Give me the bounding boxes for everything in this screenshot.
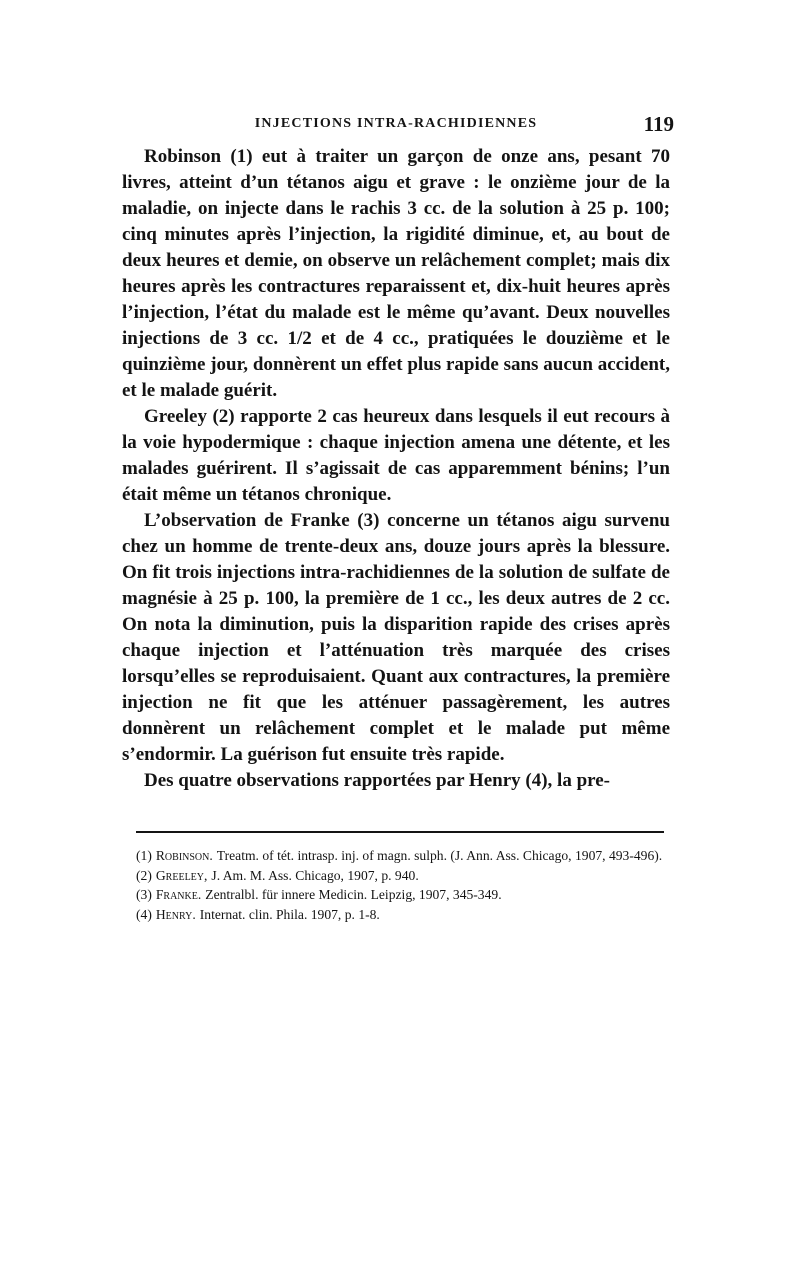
footnotes xyxy=(122,846,670,924)
paragraph-franke: L’observation de Franke (3) concerne un tétanos aigu survenu chez un homme de trente-deux ans, douze jours après la blessure. On fit trois injections intra-rachidiennes de la solution de sulfate de magnésie à 25 p. 100, la première de 1 cc., les deux autres de 2 cc. On nota la diminution, puis la disparition rapide des crises après chaque injection et l’atténuation très marquée des crises lorsqu’elles se reproduisaient. Quant aux contractures, la première injection ne fit que les atténuer passagèrement, les autres donnèrent un relâchement complet et le malade put même s’endormir. La guérison fut ensuite très rapide. xyxy=(122,510,670,765)
footnote-divider xyxy=(136,831,664,833)
footnote-mark: (4) xyxy=(136,906,152,922)
footnote-4 xyxy=(122,905,670,925)
footnote-text: Zentralbl. für innere Medicin. Leipzig, 1907, 345-349. xyxy=(205,887,502,902)
footnote-3 xyxy=(122,885,670,905)
paragraph-henry: Des quatre observations rapportées par Henry (4), la pre- xyxy=(144,770,610,791)
footnote-text: J. Am. M. Ass. Chicago, 1907, p. 940. xyxy=(211,867,419,883)
footnote-text: Internat. clin. Phila. 1907, p. 1-8. xyxy=(199,906,380,922)
footnote-2 xyxy=(122,866,670,886)
footnote-text: Treatm. of tét. intrasp. inj. of magn. sulph. (J. Ann. Ass. Chicago, 1907, 493-496). xyxy=(216,848,663,863)
footnote-author: Henry. xyxy=(155,906,196,922)
running-title: INJECTIONS INTRA-RACHIDIENNES xyxy=(254,116,538,131)
paragraph-greeley: Greeley (2) rapporte 2 cas heureux dans lesquels il eut recours à la voie hypodermique : chaque injection amena une détente, et les malades guérirent. Il s’agissait de cas apparemment bénins; l’un était même un tétanos chronique. xyxy=(122,406,670,505)
footnote-author: Greeley, xyxy=(155,867,208,883)
footnote-author: Franke. xyxy=(155,887,202,902)
book-page xyxy=(122,112,674,924)
footnote-mark: (1) xyxy=(136,848,152,863)
footnote-author: Robinson. xyxy=(155,848,213,863)
body-text xyxy=(122,144,670,794)
page-number: 119 xyxy=(643,112,674,136)
footnote-mark: (3) xyxy=(136,887,152,902)
footnote-mark: (2) xyxy=(136,867,152,883)
running-head xyxy=(122,112,674,144)
paragraph-robinson: Robinson (1) eut à traiter un garçon de onze ans, pesant 70 livres, atteint d’un tétanos aigu et grave : le onzième jour de la maladie, on injecte dans le rachis 3 cc. de la solution à 25 p. 100; cinq minutes après l’injection, la rigidité diminue, et, au bout de deux heures et demie, on observe un relâchement complet; mais dix heures après les contractures reparaissent et, dix-huit heures après l’injection, l’état du malade est le même qu’avant. Deux nouvelles injections de 3 cc. 1/2 et de 4 cc., pratiquées le douzième et le quinzième jour, donnèrent un effet plus rapide sans aucun accident, et le malade guérit. xyxy=(122,146,670,401)
footnote-1 xyxy=(122,846,670,866)
